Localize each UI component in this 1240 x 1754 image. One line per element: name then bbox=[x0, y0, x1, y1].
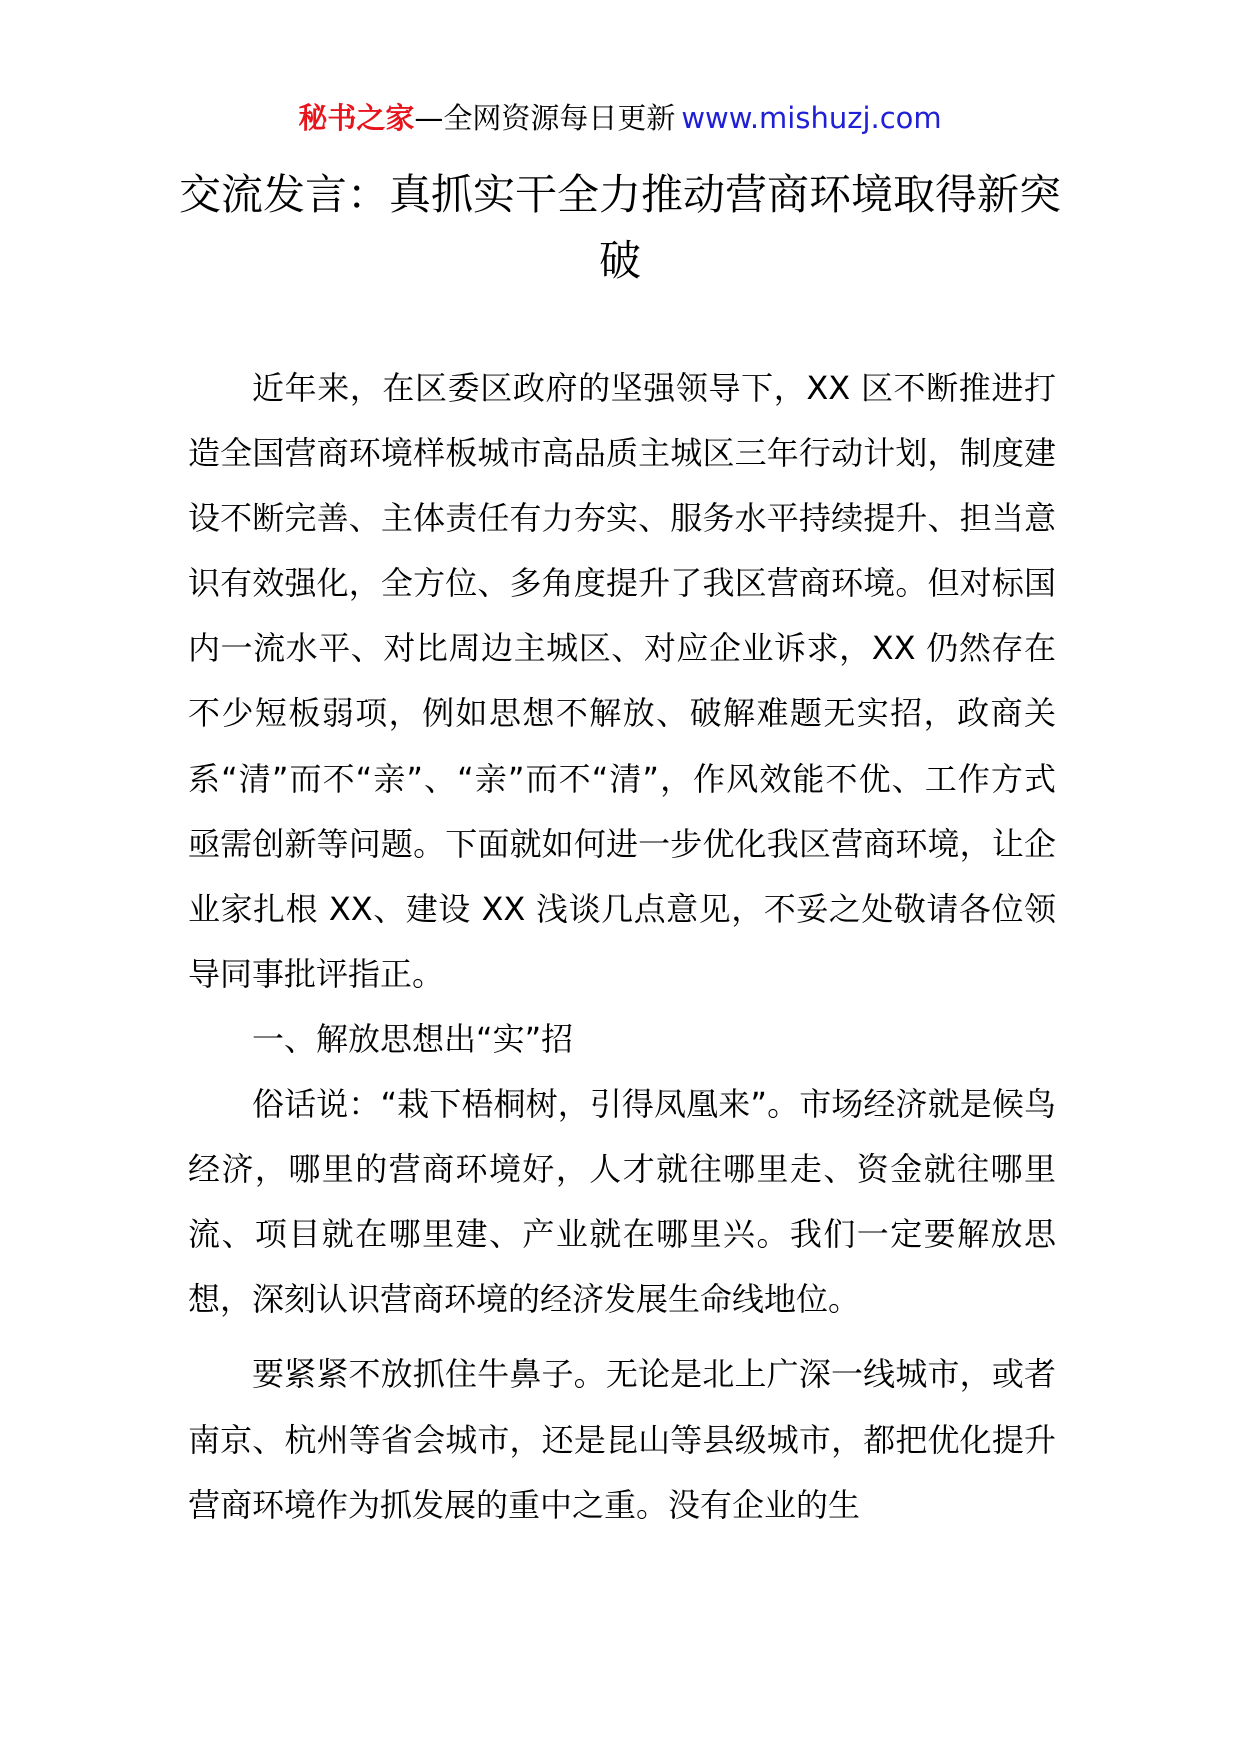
section-heading-1: 一、解放思想出“实”招 bbox=[252, 1019, 574, 1058]
site-url-link[interactable]: www.mishuzj.com bbox=[681, 101, 942, 135]
site-tagline: —全网资源每日更新 bbox=[414, 101, 676, 135]
document-body bbox=[188, 356, 1056, 1538]
site-header bbox=[0, 98, 1240, 138]
document-title: 交流发言：真抓实干全力推动营商环境取得新突破 bbox=[178, 170, 1061, 285]
paragraph-section-1: 俗话说：“栽下梧桐树，引得凤凰来”。市场经济就是候鸟经济，哪里的营商环境好，人才就往哪里走、资金就往哪里流、项目就在哪里建、产业就在哪里兴。我们一定要解放思想，深刻认识营商环境的经济发展生命线地位。 bbox=[188, 1085, 1056, 1319]
paragraph-section-1-point-1: 要紧紧不放抓住牛鼻子。无论是北上广深一线城市，或者南京、杭州等省会城市，还是昆山等县级城市，都把优化提升营商环境作为抓发展的重中之重。没有企业的生 bbox=[188, 1355, 1056, 1524]
brand-name: 秘书之家 bbox=[298, 101, 415, 135]
paragraph-intro: 近年来，在区委区政府的坚强领导下，XX 区不断推进打造全国营商环境样板城市高品质主城区三年行动计划，制度建设不断完善、主体责任有力夯实、服务水平持续提升、担当意识有效强化，全方位、多角度提升了我区营商环境。但对标国内一流水平、对比周边主城区、对应企业诉求，XX 仍然存在不少短板弱项，例如思想不解放、破解难题无实招，政商关系“清”而不“亲”、“亲”而不“清”，作风效能不优、工作方式亟需创新等问题。下面就如何进一步优化我区营商环境，让企业家扎根 XX、建设 XX 浅谈几点意见，不妥之处敬请各位领导同事批评指正。 bbox=[188, 369, 1056, 993]
